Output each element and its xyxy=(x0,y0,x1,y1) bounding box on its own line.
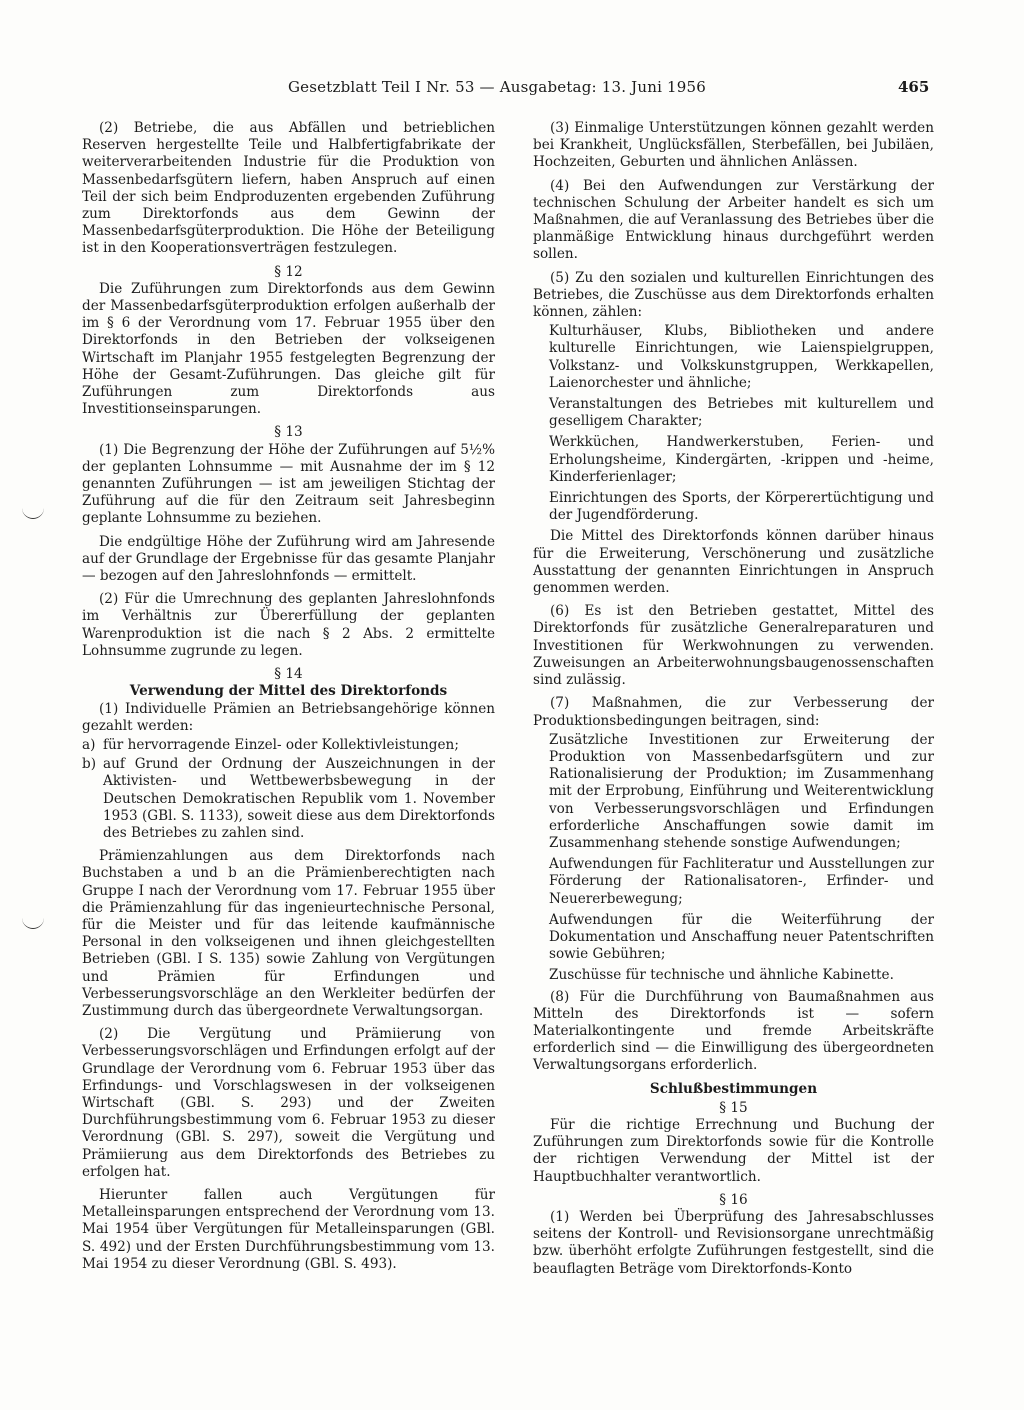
left-column xyxy=(82,120,495,1279)
list-item: Einrichtungen des Sports, der Körperertüchtigung und der Jugendförderung. xyxy=(549,490,934,524)
paragraph: (5) Zu den sozialen und kulturellen Einrichtungen des Betriebes, die Zuschüsse aus dem Direktorfonds erhalten können, zählen: xyxy=(533,269,934,321)
paragraph: (1) Werden bei Überprüfung des Jahresabschlusses seitens der Kontroll- und Revisionsorgane unrechtmäßig bzw. überhöht erfolgte Zuführungen festgestellt, sind die beauflagten Beträge vom Direktorfonds-Konto xyxy=(533,1208,934,1277)
enumerated-list xyxy=(82,737,495,842)
right-column xyxy=(533,120,934,1284)
paragraph: (4) Bei den Aufwendungen zur Verstärkung der technischen Schulung der Arbeiter handelt es sich um Maßnahmen, die auf Veranlassung des Betriebes über die planmäßige Entwicklung hinaus durchgeführt werden sollen. xyxy=(533,177,934,263)
page-number: 465 xyxy=(898,78,930,96)
paragraph: (7) Maßnahmen, die zur Verbesserung der Produktionsbedingungen beitragen, sind: xyxy=(533,695,934,729)
paragraph: (3) Einmalige Unterstützungen können gezahlt werden bei Krankheit, Unglücksfällen, Sterbefällen, bei Jubiläen, Hochzeiten, Geburten und ähnlichen Anlässen. xyxy=(533,120,934,171)
list-item: Zuschüsse für technische und ähnliche Kabinette. xyxy=(549,967,894,984)
list-item: Veranstaltungen des Betriebes mit kulturellem und geselligem Charakter; xyxy=(549,396,934,430)
margin-mark xyxy=(22,918,44,929)
paragraph: (6) Es ist den Betrieben gestattet, Mittel des Direktorfonds für zusätzliche Generalreparaturen und Investitionen für Werkwohnungen zu verwenden. Zuweisungen an Arbeiterwohnungsbaugenossenschaften sind zulässig. xyxy=(533,603,934,689)
list-item: Werkküchen, Handwerkerstuben, Ferien- und Erholungsheime, Kindergärten, -krippen und -heime, Kinderferienlager; xyxy=(549,434,934,485)
paragraph: (8) Für die Durchführung von Baumaßnahmen aus Mitteln des Direktorfonds ist — sofern Materialkontingente und fremde Arbeitskräfte erforderlich sind — die Einwilligung des übergeordneten Verwaltungsorgans erforderlich. xyxy=(533,988,934,1074)
paragraph: Hierunter fallen auch Vergütungen für Metalleinsparungen entsprechend der Verordnung vom 13. Mai 1954 über Vergütungen für Metalleinsparungen (GBl. S. 492) und der Ersten Durchführungsbestimmung vom 13. Mai 1954 zu dieser Verordnung (GBl. S. 493). xyxy=(82,1186,495,1272)
paragraph: Für die richtige Errechnung und Buchung der Zuführungen zum Direktorfonds sowie für die Kontrolle der richtigen Verwendung der Mittel ist der Hauptbuchhalter verantwortlich. xyxy=(533,1116,934,1185)
paragraph: Die Zuführungen zum Direktorfonds aus dem Gewinn der Massenbedarfsgüterproduktion erfolgen außerhalb der im § 6 der Verordnung vom 17. Februar 1955 über den Direktorfonds in den Betrieben der volkseigenen Wirtschaft im Planjahr 1955 festgelegten Begrenzung der Höhe der Gesamt-Zuführungen. Das gleiche gilt für Zuführungen zum Direktorfonds aus Investitionseinsparungen. xyxy=(82,280,495,418)
list-item: Kulturhäuser, Klubs, Bibliotheken und andere kulturelle Einrichtungen, wie Laienspielgruppen, Volkstanz- und Volkskunstgruppen, Werkkapellen, Laienorchester und ähnliche; xyxy=(549,323,934,391)
paragraph: Prämienzahlungen aus dem Direktorfonds nach Buchstaben a und b an die Prämienberechtigten nach Gruppe I nach der Verordnung vom 17. Februar 1955 über die Prämienzahlung für das ingenieurtechnische Personal, für die Meister und für das leitende kaufmännische Personal in den volkseigenen und ihnen gleichgestellten Betrieben (GBl. I S. 135) sowie Zahlung von Vergütungen und Prämien für Erfindungen und Verbesserungsvorschläge an den Werkleiter bedürfen der Zustimmung durch das übergeordnete Verwaltungsorgan. xyxy=(82,848,495,1019)
paragraph: Die endgültige Höhe der Zuführung wird am Jahresende auf der Grundlage der Ergebnisse für das gesamte Planjahr — bezogen auf den Jahreslohnfonds — ermittelt. xyxy=(82,533,495,585)
section-heading: § 14 xyxy=(274,666,303,683)
list-text: auf Grund der Ordnung der Auszeichnungen in der Aktivisten- und Wettbewerbsbewegung in der Deutschen Demokratischen Republik vom 1. November 1953 (GBl. S. 1133), soweit diese aus dem Direktorfonds des Betriebes zu zahlen sind. xyxy=(103,756,495,841)
gazette-title: Gesetzblatt Teil I Nr. 53 — Ausgabetag: 13. Juni 1956 xyxy=(288,78,707,96)
section-title: Verwendung der Mittel des Direktorfonds xyxy=(129,683,448,700)
page-header xyxy=(0,78,1024,100)
section-heading: § 13 xyxy=(274,424,303,441)
paragraph: (1) Die Begrenzung der Höhe der Zuführungen auf 5½% der geplanten Lohnsumme — mit Ausnahme der im § 12 genannten Zuführungen — ist am jeweiligen Stichtag der Zuführung auf die für den Zeitraum seit Jahresbeginn geplante Lohnsumme zu beziehen. xyxy=(82,441,495,527)
paragraph: Die Mittel des Direktorfonds können darüber hinaus für die Erweiterung, Verschönerung und zusätzliche Ausstattung der genannten Einrichtungen in Anspruch genommen werden. xyxy=(533,528,934,597)
list-text: für hervorragende Einzel- oder Kollektivleistungen; xyxy=(103,736,459,753)
list-item xyxy=(82,737,495,754)
list-item: Aufwendungen für Fachliteratur und Ausstellungen zur Förderung der Rationalisatoren-, Erfinder- und Neuererbewegung; xyxy=(549,856,934,907)
list-label: a) xyxy=(82,736,96,753)
list-item: Aufwendungen für die Weiterführung der Dokumentation und Anschaffung neuer Patentschriften sowie Gebühren; xyxy=(549,911,934,963)
list-item xyxy=(82,756,495,842)
section-heading: § 15 xyxy=(719,1099,748,1116)
section-heading: § 16 xyxy=(719,1191,748,1208)
margin-mark xyxy=(22,508,44,519)
list-label: b) xyxy=(82,756,97,773)
paragraph: (2) Die Vergütung und Prämiierung von Verbesserungsvorschlägen und Erfindungen erfolgt auf der Grundlage der Verordnung vom 6. Februar 1953 über das Erfindungs- und Vorschlagswesen in der volkseigenen Wirtschaft (GBl. S. 293) und der Zweiten Durchführungsbestimmung vom 6. Februar 1953 zu dieser Verordnung (GBl. S. 297), soweit die Vergütung und Prämiierung aus dem Direktorfonds des Betriebes zu erfolgen hat. xyxy=(82,1026,495,1180)
paragraph: (1) Individuelle Prämien an Betriebsangehörige können gezahlt werden: xyxy=(82,700,495,734)
section-title: Schlußbestimmungen xyxy=(649,1080,818,1097)
list-item: Zusätzliche Investitionen zur Erweiterung der Produktion von Massenbedarfsgütern und zur Rationalisierung der Produktion; im Zusammenhang mit der Erprobung, Einführung und Weiterentwicklung von Verbesserungsvorschlägen und Erfindungen erforderliche Anschaffungen sowie damit im Zusammenhang stehende sonstige Aufwendungen; xyxy=(549,731,934,851)
paragraph: (2) Für die Umrechnung des geplanten Jahreslohnfonds im Verhältnis zur Übererfüllung der geplanten Warenproduktion ist die nach § 2 Abs. 2 ermittelte Lohnsumme zugrunde zu legen. xyxy=(82,591,495,659)
section-heading: § 12 xyxy=(274,263,303,280)
paragraph: (2) Betriebe, die aus Abfällen und betrieblichen Reserven hergestellte Teile und Halbfertigfabrikate der weiterverarbeitenden Industrie für die Produktion von Massenbedarfsgütern liefern, haben Anspruch auf einen Teil der sich beim Endproduzenten ergebenden Zuführung zum Direktorfonds aus dem Gewinn der Massenbedarfsgüterproduktion. Die Höhe der Beteiligung ist in den Kooperationsverträgen festzulegen. xyxy=(82,120,495,257)
